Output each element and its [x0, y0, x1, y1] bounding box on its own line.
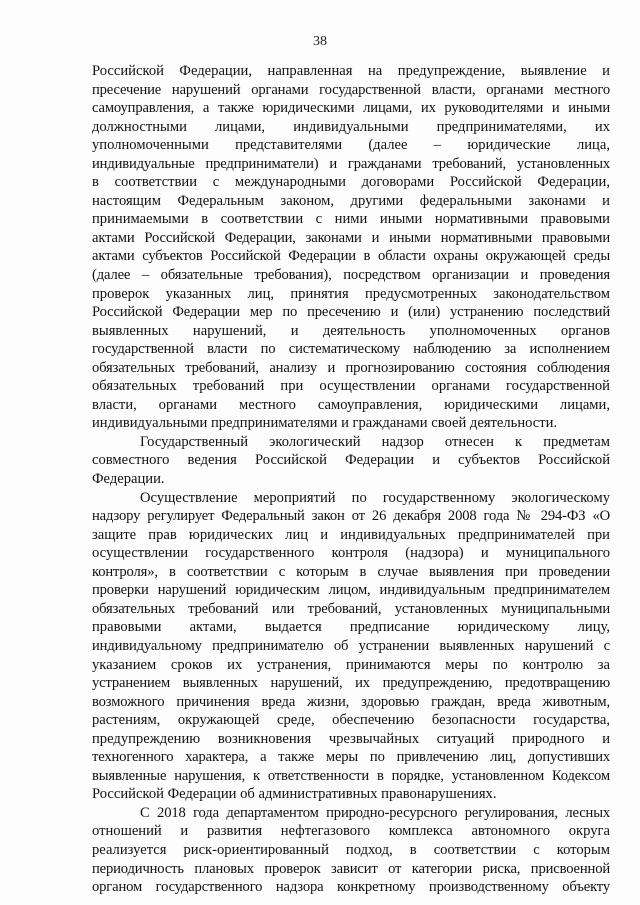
text-line: уполномоченными представителями (далее – юридические лица, — [92, 137, 610, 154]
text-line: Федерации. — [92, 471, 165, 488]
text-line: Российской Федерации мер по пресечению и (или) устранению последствий — [92, 304, 610, 321]
text-line: контроля», в соответствии с которым в случае выявления при проведении — [92, 563, 610, 580]
text-line: периодичность плановых проверок зависит от категории риска, присвоенной — [92, 860, 610, 877]
text-line: (далее – обязательные требования), посредством организации и проведения — [92, 267, 610, 284]
text-line: индивидуальными предпринимателями и гражданами своей деятельности. — [92, 415, 558, 432]
text-line: техногенного характера, а также меры по привлечению лиц, допустивших — [92, 749, 610, 766]
text-line: защите прав юридических лиц и индивидуальных предпринимателей при — [92, 526, 610, 543]
text-line: принимаемыми в соответствии с ними иными нормативными правовыми — [92, 211, 610, 228]
text-line: проверок указанных лиц, принятия предусмотренных законодательством — [92, 285, 610, 302]
text-line: самоуправления, а также юридическими лицами, их руководителями и иными — [92, 100, 610, 117]
text-line: государственной власти по систематическому наблюдению за исполнением — [92, 341, 610, 358]
text-line: возможного причинения вреда жизни, здоровью граждан, вреда животным, — [92, 693, 610, 710]
text-line: обязательных требований или требований, установленных муниципальными — [92, 600, 610, 617]
text-line: отношений и развития нефтегазового комплекса автономного округа — [92, 823, 610, 840]
text-line: в соответствии с международными договорами Российской Федерации, — [92, 174, 610, 191]
text-line: актами Российской Федерации, законами и иными нормативными правовыми — [92, 229, 610, 246]
text-line: обязательных требований, анализу и прогнозированию состояния соблюдения — [92, 359, 610, 376]
text-line: осуществлении государственного контроля (надзора) и муниципального — [92, 545, 610, 562]
text-line: выявленных нарушений, и деятельность уполномоченных органов — [92, 322, 610, 339]
text-line: власти, органами местного самоуправления, юридическими лицами, — [92, 396, 610, 413]
document-body — [92, 62, 610, 897]
text-line: устранением выявленных нарушений, их предупреждению, предотвращению — [92, 675, 610, 692]
text-line: надзору регулирует Федеральный закон от 26 декабря 2008 года № 294-ФЗ «О — [92, 508, 610, 525]
text-line: индивидуальные предприниматели) и гражданами требований, установленных — [92, 155, 610, 172]
text-line: должностными лицами, индивидуальными предпринимателями, их — [92, 118, 610, 135]
text-line: реализуется риск-ориентированный подход, в соответствии с которым — [92, 841, 610, 858]
text-line: индивидуальному предпринимателю об устранении выявленных нарушений с — [92, 637, 610, 654]
text-line: пресечение нарушений органами государственной власти, органами местного — [92, 81, 610, 98]
text-line: Осуществление мероприятий по государственному экологическому — [140, 489, 610, 506]
text-line: правовыми актами, выдается предписание юридическому лицу, — [92, 619, 610, 636]
text-line: растениям, окружающей среде, обеспечению безопасности государства, — [92, 712, 610, 729]
page-number: 38 — [313, 34, 327, 49]
text-line: Российской Федерации об административных правонарушениях. — [92, 786, 497, 803]
text-line: актами субъектов Российской Федерации в области охраны окружающей среды — [92, 248, 610, 265]
text-line: выявленные нарушения, к ответственности в порядке, установленном Кодексом — [92, 767, 610, 784]
text-line: проверки нарушений юридическим лицом, индивидуальным предпринимателем — [92, 582, 610, 599]
text-line: Российской Федерации, направленная на предупреждение, выявление и — [92, 63, 610, 79]
text-line: указанием сроков их устранения, принимаются меры по контролю за — [92, 656, 610, 673]
text-line: С 2018 года департаментом природно-ресурсного регулирования, лесных — [140, 804, 610, 821]
text-line: органом государственного надзора конкретному производственному объекту — [92, 879, 610, 896]
text-line: обязательных требований при осуществлении органами государственной — [92, 378, 610, 395]
text-line: предупреждению возникновения чрезвычайных ситуаций природного и — [92, 730, 610, 747]
text-line: совместного ведения Российской Федерации и субъектов Российской — [92, 452, 610, 469]
text-line: Государственный экологический надзор отнесен к предметам — [140, 433, 610, 450]
text-line: настоящим Федеральным законом, другими федеральными законами и — [92, 192, 610, 209]
